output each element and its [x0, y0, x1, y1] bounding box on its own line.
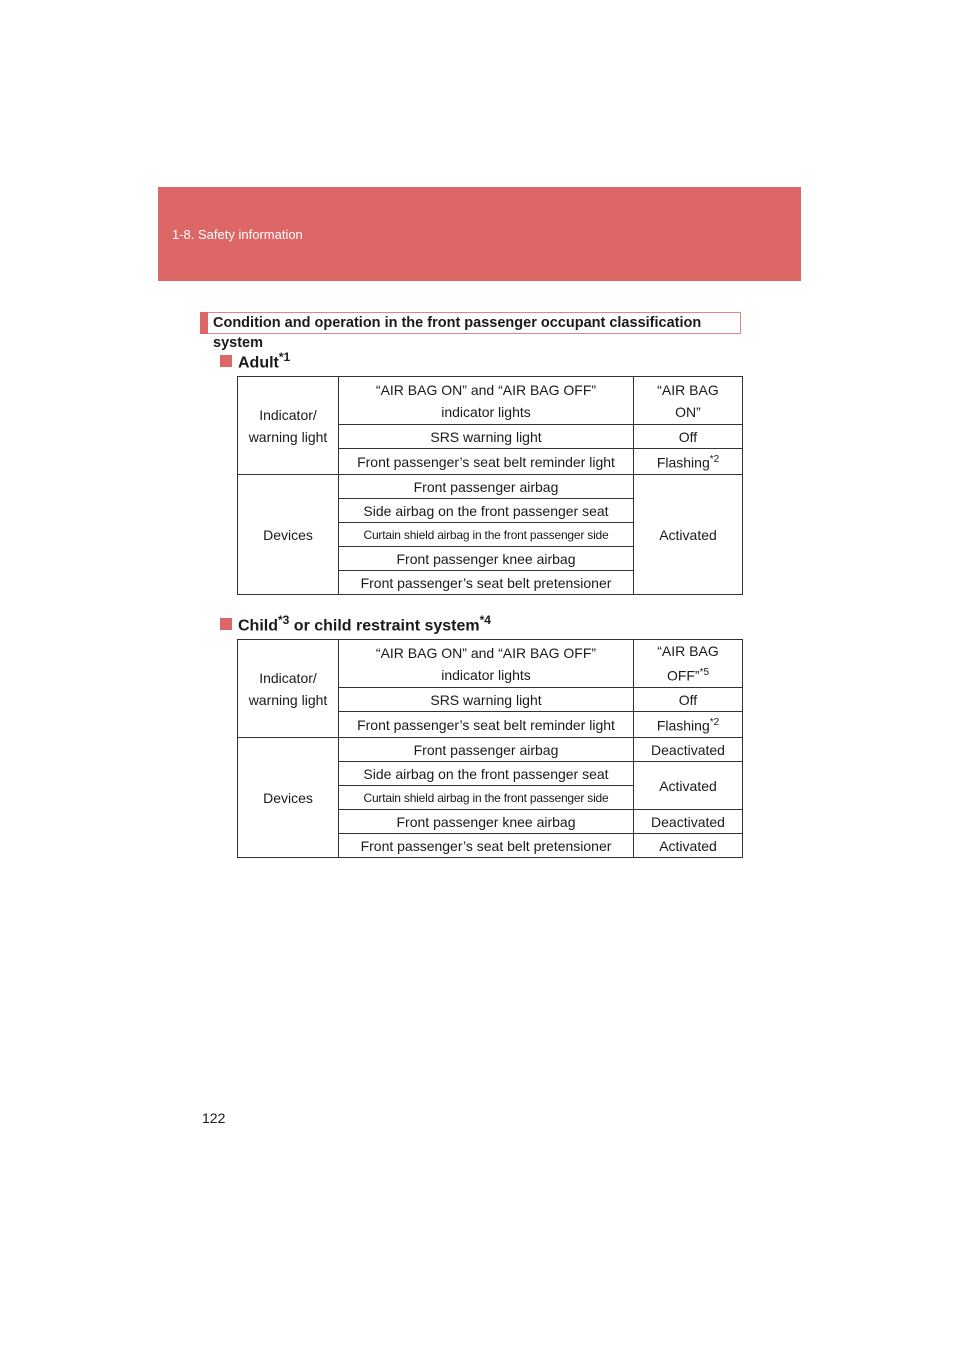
- status-footnote: *2: [709, 454, 720, 466]
- adult-heading-text: Adult: [238, 354, 279, 372]
- device-status-cell: Activated: [634, 762, 743, 810]
- item-cell: Front passenger’s seat belt reminder light: [339, 449, 634, 475]
- item-cell: SRS warning light: [339, 688, 634, 712]
- status-footnote: *2: [709, 717, 720, 729]
- adult-heading: [220, 350, 290, 372]
- device-cell: Front passenger knee airbag: [339, 810, 634, 834]
- status-text: Flashing: [656, 454, 710, 471]
- square-bullet-icon: [220, 618, 232, 630]
- child-heading-footnote-2: *4: [479, 613, 491, 627]
- item-cell: “AIR BAG ON” and “AIR BAG OFF” indicator lights: [339, 377, 634, 425]
- status-cell: Off: [634, 425, 743, 449]
- status-cell: [634, 449, 743, 475]
- status-cell: Off: [634, 688, 743, 712]
- device-status-cell: Deactivated: [634, 810, 743, 834]
- child-heading-text: Child: [238, 617, 278, 635]
- table-row: [238, 475, 743, 499]
- page-number: 122: [202, 1110, 226, 1126]
- status-text: Flashing: [656, 717, 710, 734]
- status-footnote: *5: [699, 667, 710, 679]
- table-row: [238, 738, 743, 762]
- table-row: [238, 377, 743, 425]
- child-heading-footnote: *3: [278, 613, 290, 627]
- header-band: [158, 187, 801, 281]
- adult-table: [237, 376, 743, 595]
- device-cell: Front passenger knee airbag: [339, 547, 634, 571]
- device-cell: Front passenger airbag: [339, 475, 634, 499]
- item-cell: “AIR BAG ON” and “AIR BAG OFF” indicator lights: [339, 640, 634, 688]
- status-cell: [634, 640, 743, 688]
- table-row: [238, 640, 743, 688]
- section-title-box: [200, 312, 741, 351]
- devices-label-cell: Devices: [238, 475, 339, 595]
- device-cell: Front passenger’s seat belt pretensioner: [339, 834, 634, 858]
- square-bullet-icon: [220, 355, 232, 367]
- device-cell: Side airbag on the front passenger seat: [339, 762, 634, 786]
- status-text: “AIR BAG OFF”: [657, 643, 719, 684]
- section-title: Condition and operation in the front passenger occupant classification system: [213, 315, 702, 351]
- adult-heading-footnote: *1: [278, 350, 291, 364]
- indicator-label-cell: Indicator/ warning light: [238, 377, 339, 475]
- devices-label-cell: Devices: [238, 738, 339, 858]
- device-cell: Curtain shield airbag in the front passenger side: [339, 523, 634, 547]
- device-status-cell: Deactivated: [634, 738, 743, 762]
- device-cell: Front passenger’s seat belt pretensioner: [339, 571, 634, 595]
- device-cell: Curtain shield airbag in the front passenger side: [339, 786, 634, 810]
- status-cell: “AIR BAG ON”: [634, 377, 743, 425]
- status-cell: [634, 712, 743, 738]
- devices-status-cell: Activated: [634, 475, 743, 595]
- device-status-cell: Activated: [634, 834, 743, 858]
- device-cell: Side airbag on the front passenger seat: [339, 499, 634, 523]
- indicator-label-cell: Indicator/ warning light: [238, 640, 339, 738]
- child-heading: [220, 613, 491, 635]
- child-heading-text-cont: or child restraint system: [289, 617, 480, 635]
- item-cell: Front passenger’s seat belt reminder light: [339, 712, 634, 738]
- section-title-accent-bar: [200, 312, 208, 334]
- item-cell: SRS warning light: [339, 425, 634, 449]
- child-table: [237, 639, 743, 858]
- section-breadcrumb: 1-8. Safety information: [172, 227, 303, 242]
- device-cell: Front passenger airbag: [339, 738, 634, 762]
